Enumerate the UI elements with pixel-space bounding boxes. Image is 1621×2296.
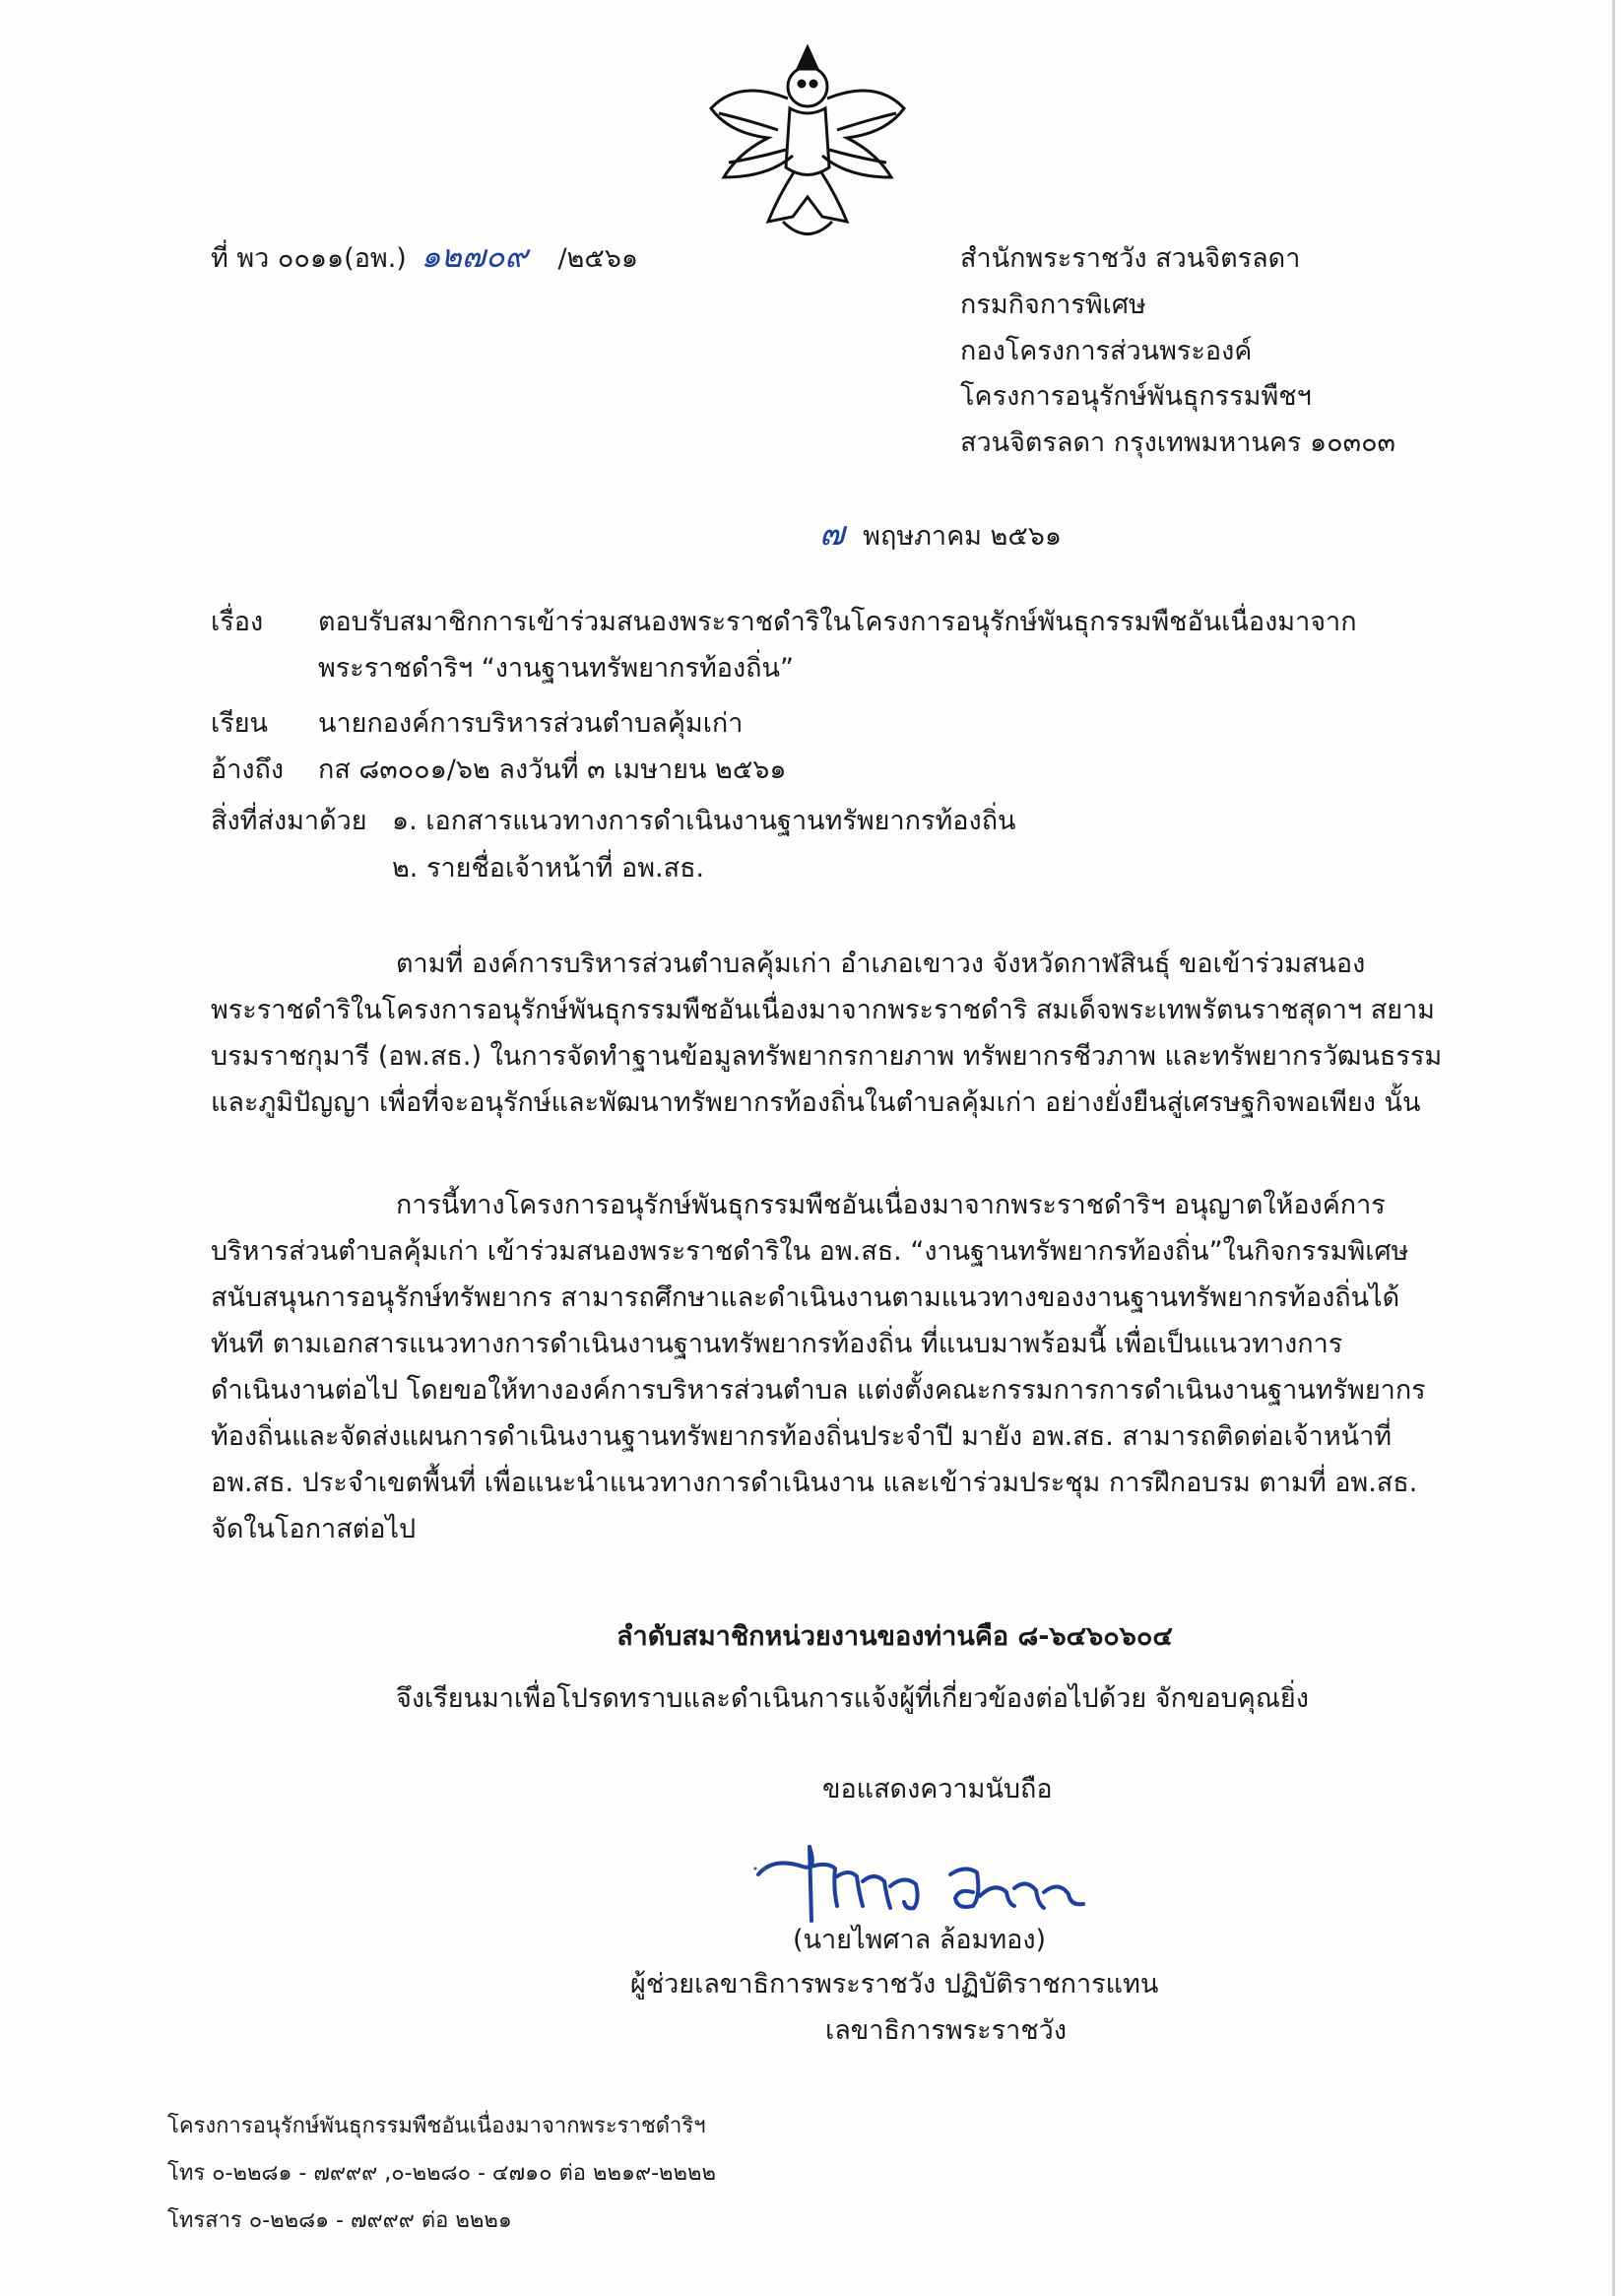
sender-line-2: กรมกิจการพิเศษ — [960, 290, 1146, 320]
reference-label: อ้างถึง — [211, 754, 285, 785]
paragraph-2-line: การนี้ทางโครงการอนุรักษ์พันธุกรรมพืชอันเนื่องมาจากพระราชดำริฯ อนุญาตให้องค์การ — [396, 1190, 1386, 1220]
subject-line-1: ตอบรับสมาชิกการเข้าร่วมสนองพระราชดำริในโครงการอนุรักษ์พันธุกรรมพืชอันเนื่องมาจาก — [318, 607, 1357, 637]
enclosure-item-1: ๑. เอกสารแนวทางการดำเนินงานฐานทรัพยากรท้องถิ่น — [392, 806, 1016, 836]
recipient-label: เรียน — [211, 708, 269, 739]
signer-title-1: ผู้ช่วยเลขาธิการพระราชวัง ปฏิบัติราชการแทน — [630, 1969, 1159, 2000]
paragraph-2-line: ท้องถิ่นและจัดส่งแผนการดำเนินงานฐานทรัพยากรท้องถิ่นประจำปี มายัง อพ.สธ. สามารถติดต่อเจ้าหน้าที่ — [211, 1421, 1393, 1452]
footer-phone: โทร ๐-๒๒๘๑ - ๗๙๙๙ ,๐-๒๒๘๐ - ๔๗๑๐ ต่อ ๒๒๑๙-๒๒๒๒ — [167, 2161, 717, 2186]
signer-title-2: เลขาธิการพระราชวัง — [825, 2015, 1068, 2046]
paragraph-2-line: จัดในโอกาสต่อไป — [211, 1514, 417, 1544]
paragraph-2-line: สนับสนุนการอนุรักษ์ทรัพยากร สามารถศึกษาและดำเนินงานตามแนวทางของงานฐานทรัพยากรท้องถิ่นได้ — [211, 1282, 1400, 1313]
letter-date — [819, 514, 1062, 557]
paragraph-2-line: บริหารส่วนตำบลคุ้มเก่า เข้าร่วมสนองพระราชดำริใน อพ.สธ. “งานฐานทรัพยากรท้องถิ่น”ในกิจกรรมพิเศษ — [211, 1236, 1409, 1267]
paragraph-1-line: พระราชดำริในโครงการอนุรักษ์พันธุกรรมพืชอันเนื่องมาจากพระราชดำริ สมเด็จพระเทพรัตนราชสุดาฯ สยาม — [211, 995, 1435, 1025]
paragraph-1-line: บรมราชกุมารี (อพ.สธ.) ในการจัดทำฐานข้อมูลทรัพยากรกายภาพ ทรัพยากรชีวภาพ และทรัพยากรวัฒนธรรม — [211, 1041, 1443, 1072]
sender-line-3: กองโครงการส่วนพระองค์ — [960, 336, 1253, 366]
date-month-year: พฤษภาคม ๒๕๖๑ — [863, 521, 1063, 552]
paragraph-1-line: ตามที่ องค์การบริหารส่วนตำบลคุ้มเก่า อำเภอเขาวง จังหวัดกาฬสินธุ์ ขอเข้าร่วมสนอง — [396, 949, 1366, 979]
paragraph-2-line: ทันที ตามเอกสารแนวทางการดำเนินงานฐานทรัพยากรท้องถิ่น ที่แนบมาพร้อมนี้ เพื่อเป็นแนวทางการ — [211, 1329, 1343, 1359]
handwritten-reference-number: ๑๒๗๐๙ — [421, 237, 528, 275]
sender-line-4: โครงการอนุรักษ์พันธุกรรมพืชฯ — [960, 381, 1312, 412]
enclosures-label: สิ่งที่ส่งมาด้วย — [211, 806, 367, 836]
handwritten-signature-icon — [748, 1827, 1133, 1926]
subject-line-2: พระราชดำริฯ “งานฐานทรัพยากรท้องถิ่น” — [318, 653, 794, 684]
sender-line-1: สำนักพระราชวัง สวนจิตรลดา — [960, 243, 1301, 274]
reference-number — [211, 236, 638, 279]
garuda-emblem-icon — [699, 39, 916, 251]
sender-line-5: สวนจิตรลดา กรุงเทพมหานคร ๑๐๓๐๓ — [960, 427, 1396, 458]
reference-value: กส ๘๓๐๐๑/๖๒ ลงวันที่ ๓ เมษายน ๒๕๖๑ — [318, 754, 787, 785]
body-paragraph-1 — [211, 941, 1443, 1126]
paragraph-1-line: และภูมิปัญญา เพื่อที่จะอนุรักษ์และพัฒนาทรัพยากรท้องถิ่นในตำบลคุ้มเก่า อย่างยั่งยืนสู่เศรษฐกิจพอเพียง นั้น — [211, 1087, 1421, 1118]
footer-fax: โทรสาร ๐-๒๒๘๑ - ๗๙๙๙ ต่อ ๒๒๒๑ — [167, 2208, 512, 2233]
paragraph-2-line: ดำเนินงานต่อไป โดยขอให้ทางองค์การบริหารส่วนตำบล แต่งตั้งคณะกรรมการการดำเนินงานฐานทรัพยากร — [211, 1375, 1426, 1406]
paragraph-2-line: อพ.สธ. ประจำเขตพื้นที่ เพื่อแนะนำแนวทางการดำเนินงาน และเข้าร่วมประชุม การฝึกอบรม ตามที่ อพ.สธ. — [211, 1468, 1418, 1498]
reference-year: /๒๕๖๑ — [557, 243, 639, 274]
signer-name: (นายไพศาล ล้อมทอง) — [793, 1925, 1047, 1955]
reference-prefix: ที่ พว ๐๐๑๑(อพ.) — [211, 243, 407, 274]
body-paragraph-2 — [211, 1182, 1440, 1552]
recipient-value: นายกองค์การบริหารส่วนตำบลคุ้มเก่า — [318, 708, 744, 739]
handwritten-day: ๗ — [819, 514, 845, 554]
complimentary-close: ขอแสดงความนับถือ — [822, 1774, 1053, 1804]
scan-edge-line — [1612, 0, 1615, 2296]
closing-request: จึงเรียนมาเพื่อโปรดทราบและดำเนินการแจ้งผู้ที่เกี่ยวข้องต่อไปด้วย จักขอบคุณยิ่ง — [396, 1683, 1309, 1714]
footer-org: โครงการอนุรักษ์พันธุกรรมพืชอันเนื่องมาจากพระราชดำริฯ — [167, 2114, 706, 2138]
member-number: ลำดับสมาชิกหน่วยงานของท่านคือ ๘-๖๔๖๐๖๐๔ — [616, 1621, 1173, 1652]
enclosure-item-2: ๒. รายชื่อเจ้าหน้าที่ อพ.สธ. — [392, 853, 705, 884]
subject-label: เรื่อง — [211, 607, 264, 637]
